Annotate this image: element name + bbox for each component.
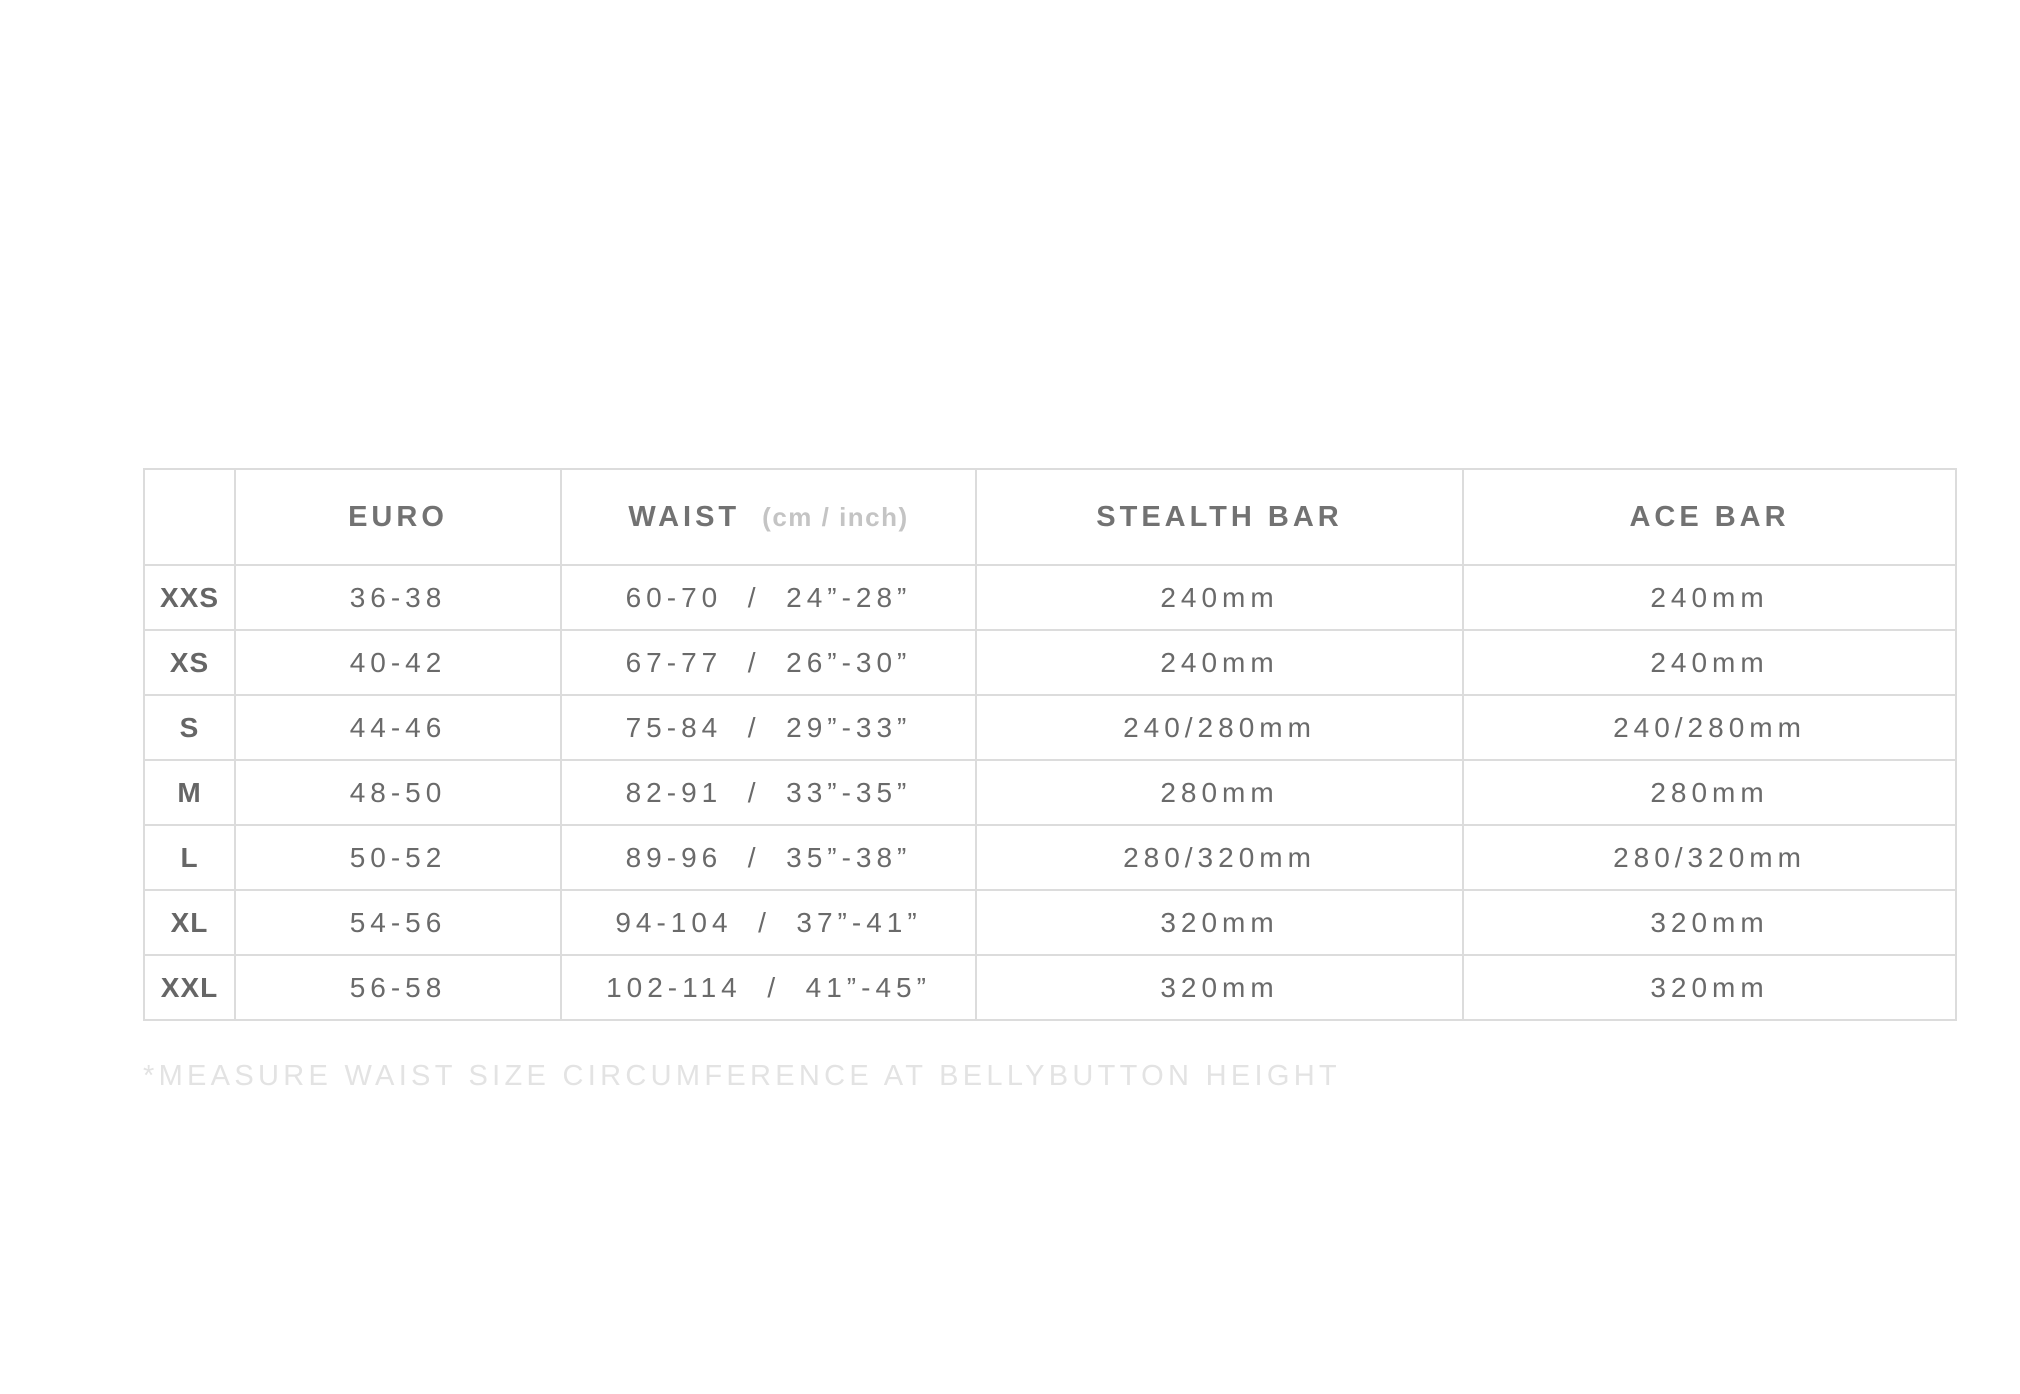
header-stealth-bar: STEALTH BAR — [976, 469, 1463, 565]
waist-cell: 102-114 / 41”-45” — [561, 955, 976, 1020]
header-size — [144, 469, 235, 565]
size-cell: XXS — [144, 565, 235, 630]
euro-cell: 36-38 — [235, 565, 561, 630]
footnote: *MEASURE WAIST SIZE CIRCUMFERENCE AT BELLYBUTTON HEIGHT — [143, 1060, 1341, 1092]
size-chart-table — [143, 468, 1957, 1021]
ace-bar-cell: 280/320mm — [1463, 825, 1956, 890]
stealth-bar-cell: 240mm — [976, 565, 1463, 630]
ace-bar-cell: 320mm — [1463, 890, 1956, 955]
header-ace-bar: ACE BAR — [1463, 469, 1956, 565]
size-cell: XL — [144, 890, 235, 955]
size-cell: S — [144, 695, 235, 760]
ace-bar-cell: 240/280mm — [1463, 695, 1956, 760]
euro-cell: 50-52 — [235, 825, 561, 890]
ace-bar-cell: 280mm — [1463, 760, 1956, 825]
euro-cell: 56-58 — [235, 955, 561, 1020]
table-row — [144, 630, 1956, 695]
header-waist — [561, 469, 976, 565]
euro-cell: 44-46 — [235, 695, 561, 760]
table-row — [144, 825, 1956, 890]
header-waist-label: WAIST — [628, 500, 741, 533]
euro-cell: 40-42 — [235, 630, 561, 695]
waist-cell: 89-96 / 35”-38” — [561, 825, 976, 890]
ace-bar-cell: 240mm — [1463, 630, 1956, 695]
size-cell: L — [144, 825, 235, 890]
stealth-bar-cell: 240mm — [976, 630, 1463, 695]
size-cell: XXL — [144, 955, 235, 1020]
ace-bar-cell: 240mm — [1463, 565, 1956, 630]
table-row — [144, 760, 1956, 825]
waist-cell: 67-77 / 26”-30” — [561, 630, 976, 695]
stealth-bar-cell: 280mm — [976, 760, 1463, 825]
table-row — [144, 890, 1956, 955]
size-cell: XS — [144, 630, 235, 695]
header-waist-unit: (cm / inch) — [762, 501, 909, 532]
euro-cell: 48-50 — [235, 760, 561, 825]
ace-bar-cell: 320mm — [1463, 955, 1956, 1020]
table-row — [144, 695, 1956, 760]
waist-cell: 82-91 / 33”-35” — [561, 760, 976, 825]
stealth-bar-cell: 280/320mm — [976, 825, 1463, 890]
header-row — [144, 469, 1956, 565]
stealth-bar-cell: 320mm — [976, 955, 1463, 1020]
euro-cell: 54-56 — [235, 890, 561, 955]
size-cell: M — [144, 760, 235, 825]
stealth-bar-cell: 320mm — [976, 890, 1463, 955]
header-euro: EURO — [235, 469, 561, 565]
table-row — [144, 565, 1956, 630]
stealth-bar-cell: 240/280mm — [976, 695, 1463, 760]
waist-cell: 94-104 / 37”-41” — [561, 890, 976, 955]
table-row — [144, 955, 1956, 1020]
waist-cell: 75-84 / 29”-33” — [561, 695, 976, 760]
waist-cell: 60-70 / 24”-28” — [561, 565, 976, 630]
